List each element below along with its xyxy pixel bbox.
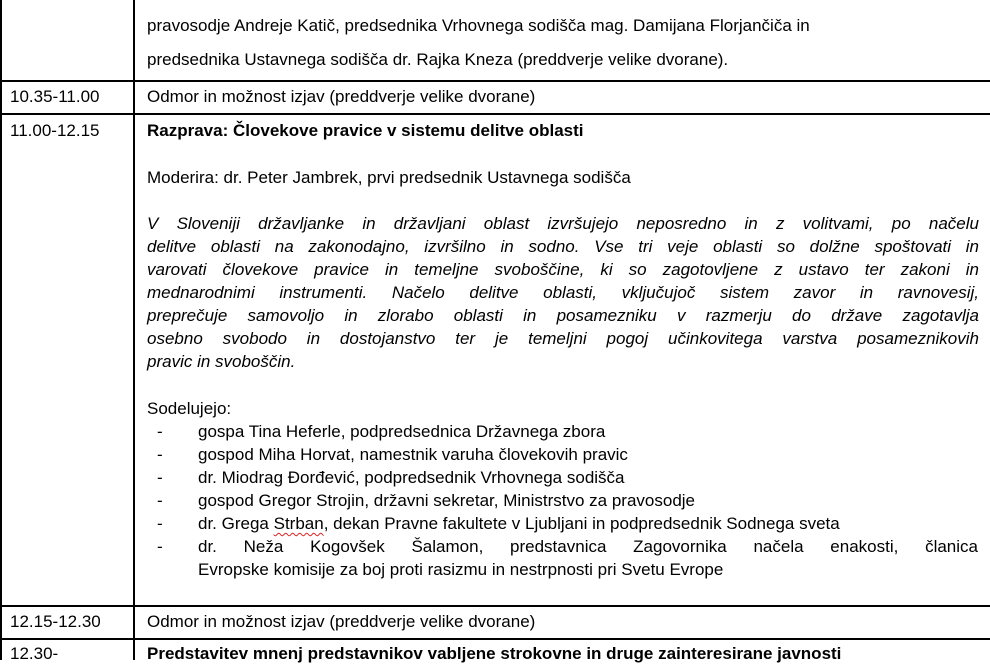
agenda-text: Odmor in možnost izjav (preddverje velike dvorane) [147, 87, 536, 106]
bullet-dash: - [157, 422, 163, 441]
row-divider [0, 80, 990, 82]
moderator-text: Moderira: dr. Peter Jambrek, prvi predsednik Ustavnega sodišča [147, 168, 631, 187]
participant-text: , dekan Pravne fakultete v Ljubljani in podpredsednik Sodnega sveta [323, 514, 840, 533]
session-title: Razprava: Človekove pravice v sistemu delitve oblasti [147, 121, 584, 140]
description-line: V Sloveniji državljanke in državljani oblast izvršujejo neposredno in z volitvami, po načelu [147, 214, 979, 233]
top-row-line: pravosodje Andreje Katič, predsednika Vrhovnega sodišča mag. Damijana Florjančiča in [147, 16, 810, 35]
participant-item: gospod Miha Horvat, namestnik varuha človekovih pravic [198, 445, 628, 464]
participant-item: gospod Gregor Strojin, državni sekretar, Ministrstvo za pravosodje [198, 491, 696, 510]
participant-item: dr. Neža Kogovšek Šalamon, predstavnica Zagovornika načela enakosti, članica [198, 537, 978, 556]
spellcheck-underlined-word: Strban [273, 514, 324, 533]
participant-item-continued: Evropske komisije za boj proti rasizmu in nestrpnosti pri Svetu Evrope [198, 560, 724, 579]
bullet-dash: - [157, 537, 163, 556]
column-divider [133, 0, 135, 660]
time-cell: 11.00-12.15 [10, 121, 100, 140]
bullet-dash: - [157, 468, 163, 487]
session-title: Predstavitev mnenj predstavnikov vabljene strokovne in druge zainteresirane javnosti [147, 644, 842, 663]
time-cell: 12.15-12.30 [10, 612, 101, 631]
bullet-dash: - [157, 445, 163, 464]
participants-heading: Sodelujejo: [147, 399, 232, 418]
description-line: pravic in svoboščin. [147, 352, 296, 371]
description-line: mednarodnimi instrumenti. Načelo delitve oblasti, vključujoč sistem zavor in ravnovesij, [147, 283, 979, 302]
top-row-line: predsednika Ustavnega sodišča dr. Rajka Kneza (preddverje velike dvorane). [147, 50, 729, 69]
description-line: varovati človekove pravice in temeljne svoboščine, ki so zagotovljene z ustavo ter zakoni in [147, 260, 979, 279]
participant-item: gospa Tina Heferle, podpredsednica Državnega zbora [198, 422, 606, 441]
time-cell: 12.30- [10, 644, 59, 663]
bullet-dash: - [157, 491, 163, 510]
description-line: delitve oblasti na zakonodajno, izvršilno in sodno. Vse tri veje oblasti so dolžne spoštovati in [147, 237, 979, 256]
row-divider [0, 638, 990, 640]
table-left-border [0, 0, 2, 660]
participant-text: dr. Grega [198, 514, 274, 533]
description-line: preprečuje samovoljo in zlorabo oblasti in posamezniku v razmerju do države zagotavlja [147, 306, 979, 325]
participant-item: dr. Miodrag Đorđević, podpredsednik Vrhovnega sodišča [198, 468, 625, 487]
description-line: osebno svobodo in dostojanstvo ter je temeljni pogoj učinkovitega varstva posameznikovih [147, 329, 979, 348]
row-divider [0, 113, 990, 115]
participant-item [198, 513, 840, 535]
time-cell: 10.35-11.00 [10, 87, 100, 106]
agenda-text: Odmor in možnost izjav (preddverje velike dvorane) [147, 612, 536, 631]
row-divider [0, 605, 990, 607]
bullet-dash: - [157, 514, 163, 533]
